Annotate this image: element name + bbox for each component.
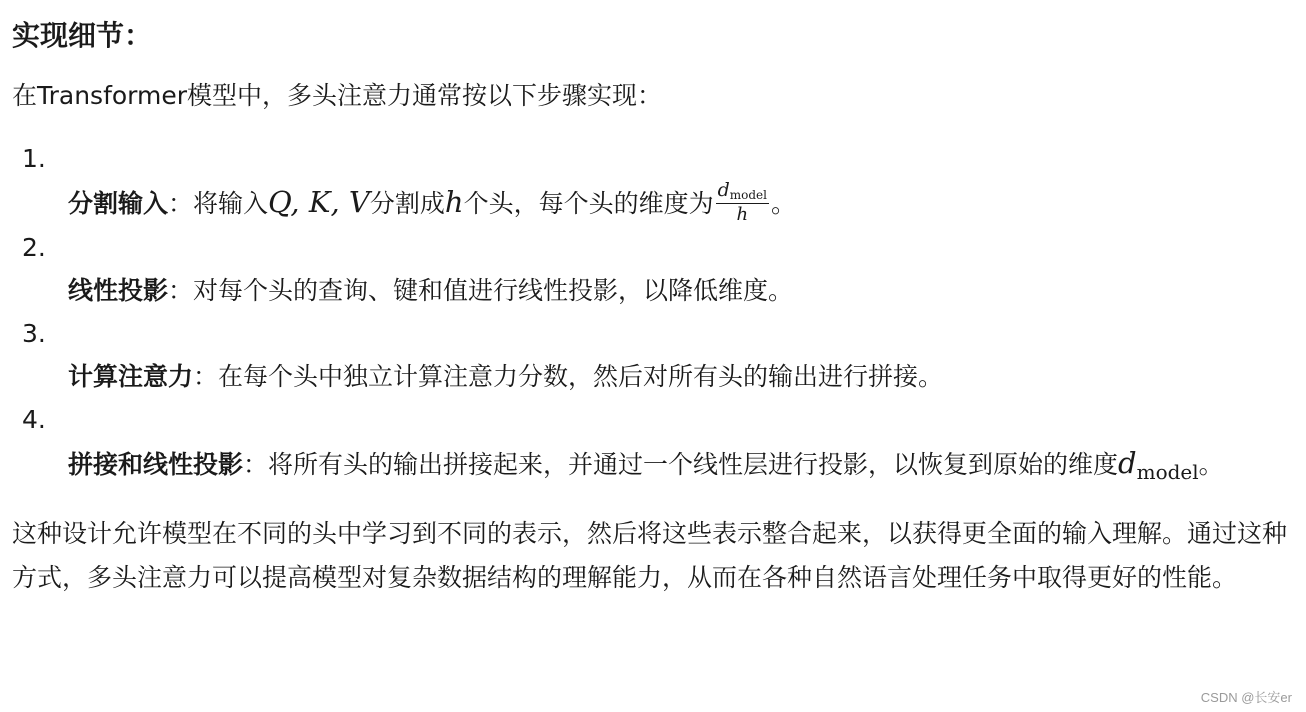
step-item-1 — [12, 138, 1292, 227]
intro-paragraph: 在Transformer模型中，多头注意力通常按以下步骤实现： — [12, 81, 663, 110]
math-d-model: $d_{model}$ — [1118, 445, 1199, 484]
step-title: 拼接和线性投影 — [68, 449, 244, 479]
step-body: 计算注意力：在每个头中独立计算注意力分数，然后对所有头的输出进行拼接。 — [68, 361, 944, 391]
math-qkv: Q, K, V — [268, 185, 370, 219]
step-number: 4. — [22, 404, 46, 434]
step-title: 线性投影 — [68, 275, 169, 305]
step-text: 在每个头中独立计算注意力分数，然后对所有头的输出进行拼接。 — [218, 361, 944, 391]
step-text: 对每个头的查询、键和值进行线性投影，以降低维度。 — [193, 275, 794, 305]
step-item-4 — [12, 399, 1292, 494]
step-number: 1. — [22, 144, 46, 173]
step-text: 将输入 — [193, 189, 269, 218]
step-body: 分割输入：将输入Q, K, V分割成h个头，每个头的维度为 $\frac{\text{dmodel}}{h}$ 。 — [68, 178, 796, 225]
step-text: 将所有头的输出拼接起来，并通过一个线性层进行投影，以恢复到原始的维度 — [268, 449, 1119, 479]
summary-paragraph: 这种设计允许模型在不同的头中学习到不同的表示，然后将这些表示整合起来，以获得更全面的输入理解。通过这种方式，多头注意力可以提高模型对复杂数据结构的理解能力，从而在各种自然语言处理任务中取得更好的性能。 — [12, 518, 1288, 592]
step-number: 2. — [22, 232, 46, 262]
math-fraction: $\frac{\text{dmodel}}{h}$ — [717, 178, 767, 225]
step-item-3 — [12, 313, 1292, 399]
step-body: 线性投影：对每个头的查询、键和值进行线性投影，以降低维度。 — [68, 275, 794, 305]
step-item-2 — [12, 227, 1292, 313]
step-title: 计算注意力 — [68, 361, 194, 391]
step-body: 拼接和线性投影：将所有头的输出拼接起来，并通过一个线性层进行投影，以恢复到原始的维度$d_{model}$。 — [68, 445, 1224, 484]
article-content — [12, 14, 1292, 600]
watermark: CSDN @长安er — [1200, 690, 1292, 705]
section-heading: 实现细节： — [12, 19, 153, 52]
steps-list — [12, 138, 1292, 494]
math-h: h — [444, 185, 464, 219]
step-title: 分割输入 — [68, 189, 169, 218]
step-number: 3. — [22, 318, 46, 348]
